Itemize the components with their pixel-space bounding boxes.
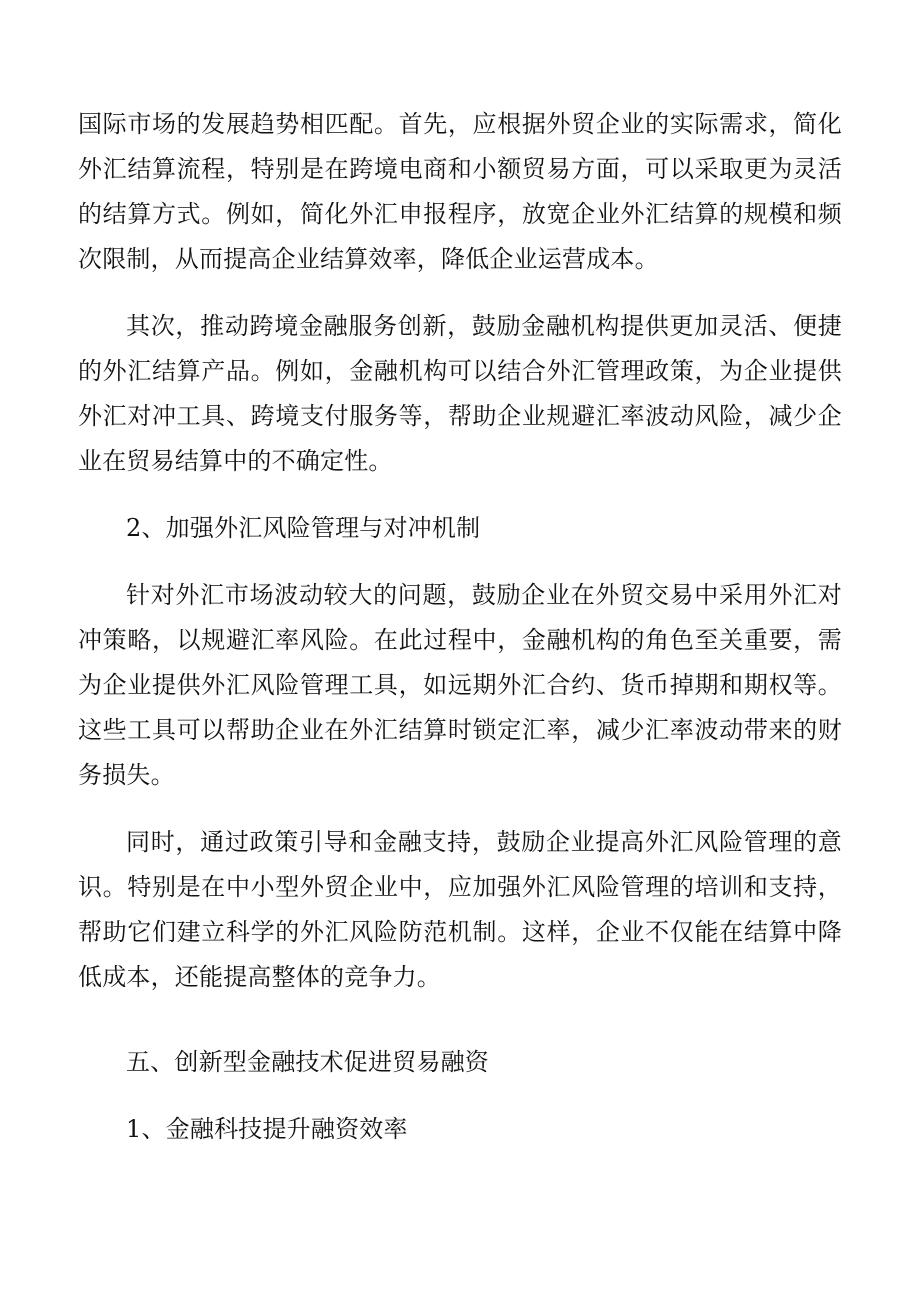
paragraph-policy-guidance-fx-awareness: 同时，通过政策引导和金融支持，鼓励企业提高外汇风险管理的意识。特别是在中小型外贸企业中，应加强外汇风险管理的培训和支持，帮助它们建立科学的外汇风险防范机制。这样，企业不仅能在结算中降低成本，还能提高整体的竞争力。 bbox=[78, 828, 842, 991]
section-heading-fintech-financing-efficiency: 1、金融科技提升融资效率 bbox=[126, 1115, 408, 1143]
paragraph-cross-border-financial-innovation: 其次，推动跨境金融服务创新，鼓励金融机构提供更加灵活、便捷的外汇结算产品。例如，金融机构可以结合外汇管理政策，为企业提供外汇对冲工具、跨境支付服务等，帮助企业规避汇率波动风险，减少企业在贸易结算中的不确定性。 bbox=[78, 312, 842, 475]
paragraph-foreign-exchange-settlement-simplification: 国际市场的发展趋势相匹配。首先，应根据外贸企业的实际需求，简化外汇结算流程，特别是在跨境电商和小额贸易方面，可以采取更为灵活的结算方式。例如，简化外汇申报程序，放宽企业外汇结算的规模和频次限制，从而提高企业结算效率，降低企业运营成本。 bbox=[78, 110, 842, 273]
document-page bbox=[78, 102, 842, 1152]
section-heading-fx-risk-management: 2、加强外汇风险管理与对冲机制 bbox=[126, 514, 481, 542]
chapter-heading-innovative-financial-tech: 五、创新型金融技术促进贸易融资 bbox=[126, 1048, 489, 1076]
paragraph-fx-hedging-strategy: 针对外汇市场波动较大的问题，鼓励企业在外贸交易中采用外汇对冲策略，以规避汇率风险。在此过程中，金融机构的角色至关重要，需为企业提供外汇风险管理工具，如远期外汇合约、货币掉期和期权等。这些工具可以帮助企业在外汇结算时锁定汇率，减少汇率波动带来的财务损失。 bbox=[78, 581, 842, 789]
